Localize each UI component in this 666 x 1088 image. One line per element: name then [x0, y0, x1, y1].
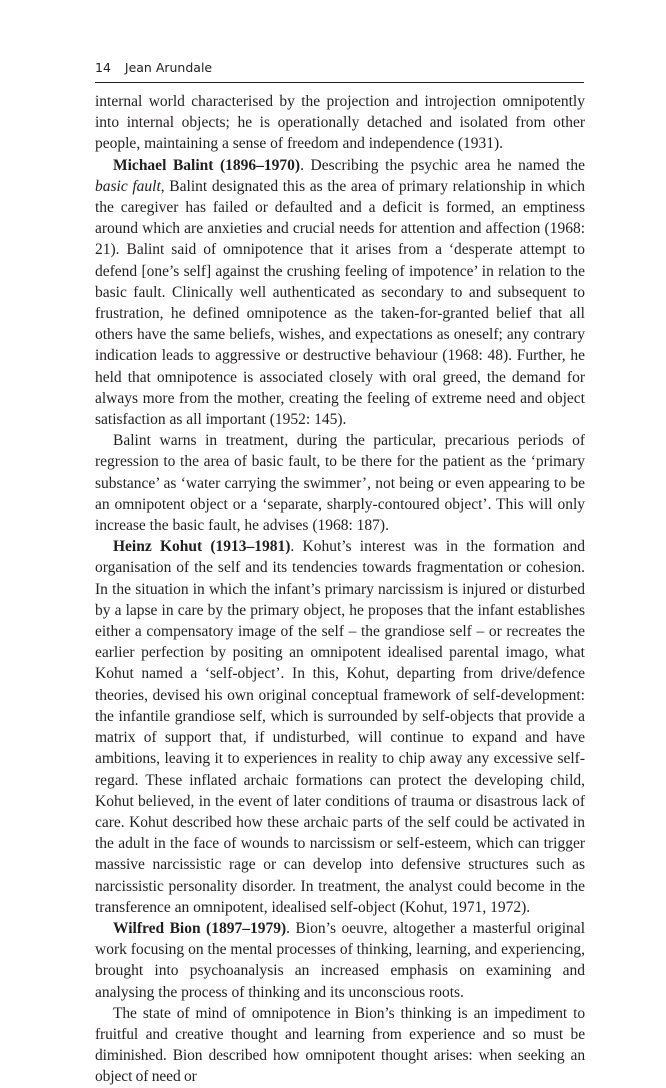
paragraph-text: . Kohut’s interest was in the formation and organisation of the self and its tendencies towards fragmentation or cohesion. In the situation in which the infant’s primary narcissism is injured or disturbed by a lapse in care by the primary object, he proposes that the infant establishes either a compensatory image of the self – the grandiose self – or recreates the earlier perfection by positing an omnipotent idealised parental imago, what Kohut named a ‘self-object’. In this, Kohut, departing from drive/defence theories, devised his own original conceptual framework of self-development: the infantile grandiose self, which is surrounded by self-objects that provide a matrix of support that, if undisturbed, will continue to expand and have ambitions, leaving it to experiences in reality to chip away any excessive self-regard. These inflated archaic formations can protect the developing child, Kohut believed, in the event of later conditions of trauma or disastrous lack of care. Kohut described how these archaic parts of the self could be activated in the adult in the face of wounds to narcissism or self-esteem, which can trigger massive narcissistic rage or can develop into defensive structures such as narcissistic personality disorder. In treatment, the analyst could become in the transference an omnipotent, idealised self-object (Kohut, 1971, 1972).	[95, 538, 585, 916]
page-number: 14	[95, 60, 111, 75]
paragraph-bion-omnipotence	[95, 1003, 585, 1088]
section-lead-kohut: Heinz Kohut (1913–1981)	[113, 538, 291, 556]
running-head-author: Jean Arundale	[124, 60, 213, 75]
paragraph-balint	[95, 155, 585, 431]
header-rule	[95, 82, 584, 83]
paragraph-continuation	[95, 91, 585, 155]
paragraph-text: internal world characterised by the projection and introjection omnipotently into internal objects; he is operationally detached and isolated from other people, maintaining a sense of freedom and independence (1931).	[95, 93, 585, 153]
body-text	[95, 91, 585, 1088]
paragraph-text: . Bion’s oeuvre, altogether a masterful original work focusing on the mental processes of thinking, learning, and experiencing, brought into psychoanalysis an increased emphasis on examining and analysing the process of thinking and its unconscious roots.	[95, 919, 585, 1001]
section-lead-balint: Michael Balint (1896–1970)	[113, 156, 301, 174]
section-lead-bion: Wilfred Bion (1897–1979)	[113, 919, 287, 937]
paragraph-text: Balint warns in treatment, during the particular, precarious periods of regression to the area of basic fault, to be there for the patient as the ‘primary substance’ as ‘water carrying the swimmer’, not being or even appearing to be an omnipotent object or a ‘separate, sharply-contoured object’. This will only increase the basic fault, he advises (1968: 187).	[95, 432, 585, 535]
paragraph-bion	[95, 918, 585, 1003]
paragraph-text: , Balint designated this as the area of primary relationship in which the caregiver has failed or defaulted and a deficit is formed, an emptiness around which are anxieties and crucial needs for attention and affection (1968: 21). Balint said of omnipotence that it arises from a ‘desperate attempt to defend [one’s self] against the crushing feeling of impotence’ in relation to the basic fault. Clinically well authenticated as secondary to and subsequent to frustration, he defined omnipotence as the taken-for-granted belief that all others have the same beliefs, wishes, and expectations as oneself; any contrary indication leads to aggressive or destructive behaviour (1968: 48). Further, he held that omnipotence is associated closely with oral greed, the demand for always more from the mother, creating the feeling of extreme need and object satisfaction as all important (1952: 145).	[95, 177, 585, 429]
running-head	[95, 60, 212, 75]
paragraph-balint-treatment	[95, 430, 585, 536]
italic-term: basic fault	[95, 177, 161, 195]
paragraph-kohut	[95, 536, 585, 918]
paragraph-text: . Describing the psychic area he named the	[300, 156, 585, 174]
paragraph-text: The state of mind of omnipotence in Bion’s thinking is an impediment to fruitful and creative thought and learning from experience and so must be diminished. Bion described how omnipotent thought arises: when seeking an object of need or	[95, 1004, 585, 1086]
